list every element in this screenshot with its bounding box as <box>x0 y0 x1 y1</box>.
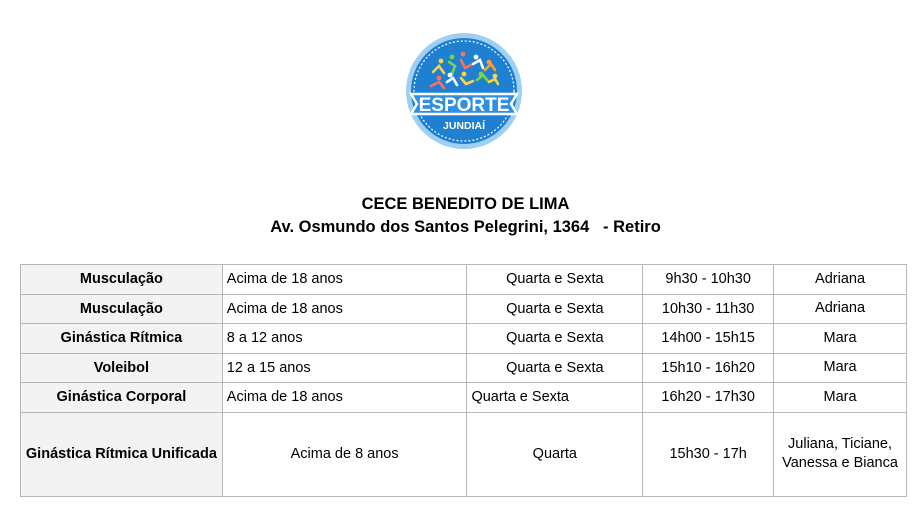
teacher-cell: Juliana, Ticiane, Vanessa e Bianca <box>774 412 907 496</box>
ribbon-banner <box>411 94 517 116</box>
age-cell: Acima de 18 anos <box>222 383 467 413</box>
esporte-jundiai-logo <box>403 30 525 152</box>
days-cell: Quarta e Sexta <box>467 324 643 354</box>
age-cell: Acima de 18 anos <box>222 265 467 295</box>
time-cell: 15h10 - 16h20 <box>643 353 774 383</box>
teacher-cell: Adriana <box>774 265 907 295</box>
activity-cell: Ginástica Rítmica <box>21 324 223 354</box>
time-cell: 14h00 - 15h15 <box>643 324 774 354</box>
time-cell: 15h30 - 17h <box>643 412 774 496</box>
age-cell: Acima de 18 anos <box>222 294 467 324</box>
activity-cell: Voleibol <box>21 353 223 383</box>
table-row <box>21 294 907 324</box>
activity-cell: Ginástica Rítmica Unificada <box>21 412 223 496</box>
logo-text-esporte: ESPORTE <box>418 95 510 116</box>
table-row <box>21 383 907 413</box>
activity-cell: Ginástica Corporal <box>21 383 223 413</box>
table-row <box>21 412 907 496</box>
age-cell: 8 a 12 anos <box>222 324 467 354</box>
teacher-cell: Adriana <box>774 294 907 324</box>
logo-text-jundiai: JUNDIAÍ <box>442 120 486 132</box>
teacher-cell: Mara <box>774 324 907 354</box>
days-cell: Quarta e Sexta <box>467 353 643 383</box>
time-cell: 9h30 - 10h30 <box>643 265 774 295</box>
schedule-table <box>20 264 907 497</box>
table-row <box>21 353 907 383</box>
address-line: Av. Osmundo dos Santos Pelegrini, 1364 - Retiro <box>270 218 661 236</box>
age-cell: 12 a 15 anos <box>222 353 467 383</box>
age-cell: Acima de 8 anos <box>222 412 467 496</box>
time-cell: 10h30 - 11h30 <box>643 294 774 324</box>
activity-cell: Musculação <box>21 265 223 295</box>
days-cell: Quarta e Sexta <box>467 265 643 295</box>
table-row <box>21 324 907 354</box>
teacher-cell: Mara <box>774 353 907 383</box>
table-row <box>21 265 907 295</box>
days-cell: Quarta <box>467 412 643 496</box>
teacher-cell: Mara <box>774 383 907 413</box>
days-cell: Quarta e Sexta <box>467 294 643 324</box>
page-title: CECE BENEDITO DE LIMA <box>361 195 570 213</box>
activity-cell: Musculação <box>21 294 223 324</box>
time-cell: 16h20 - 17h30 <box>643 383 774 413</box>
days-cell: Quarta e Sexta <box>467 383 643 413</box>
